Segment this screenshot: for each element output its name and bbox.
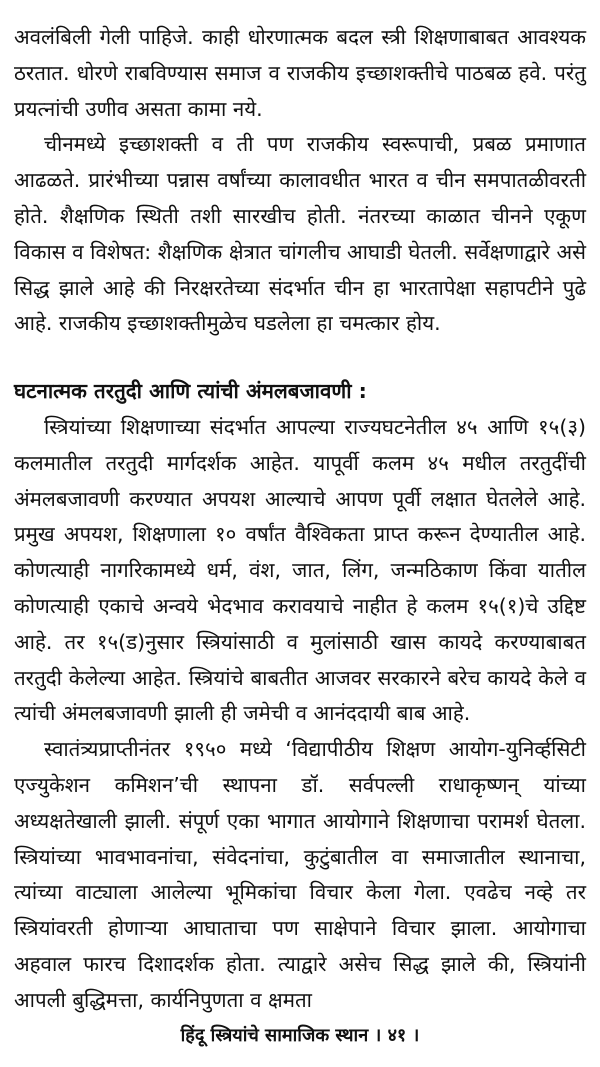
- paragraph-china-comparison: चीनमध्ये इच्छाशक्ती व ती पण राजकीय स्वरूपाची, प्रबळ प्रमाणात आढळते. प्रारंभीच्या पन्नास वर्षांच्या कालावधीत भारत व चीन समपातळीवरती होते. शैक्षणिक स्थिती तशी सारखीच होती. नंतरच्या काळात चीनने एकूण विकास व विशेषत: शैक्षणिक क्षेत्रात चांगलीच आघाडी घेतली. सर्वेक्षणाद्वारे असे सिद्ध झाले आहे की निरक्षरतेच्या संदर्भात चीन हा भारतापेक्षा सहापटीने पुढे आहे. राजकीय इच्छाशक्तीमुळेच घडलेला हा चमत्कार होय.: [14, 132, 586, 336]
- page-footer: हिंदू स्त्रियांचे सामाजिक स्थान । ४१ ।: [180, 1025, 420, 1046]
- paragraph-education-commission: स्वातंत्र्यप्राप्तीनंतर १९५० मध्ये ‘विद्यापीठीय शिक्षण आयोग-युनिर्व्हसिटी एज्युकेशन कमिशन’ची स्थापना डॉ. सर्वपल्ली राधाकृष्णन् यांच्या अध्यक्षतेखाली झाली. संपूर्ण एका भागात आयोगाने शिक्षणाचा परामर्श घेतला. स्त्रियांच्या भावभावनांचा, संवेदनांचा, कुटुंबातील वा समाजातील स्थानाचा, त्यांच्या वाट्याला आलेल्या भूमिकांचा विचार केला गेला. एवढेच नव्हे तर स्त्रियांवरती होणाऱ्या आघाताचा पण साक्षेपाने विचार झाला. आयोगाचा अहवाल फारच दिशादर्शक होता. त्याद्वारे असेच सिद्ध झाले की, स्त्रियांनी आपली बुद्धिमत्ता, कार्यनिपुणता व क्षमता: [14, 737, 586, 1012]
- paragraph-continuation: अवलंबिली गेली पाहिजे. काही धोरणात्मक बदल स्त्री शिक्षणाबाबत आवश्यक ठरतात. धोरणे राबविण्यास समाज व राजकीय इच्छाशक्तीचे पाठबळ हवे. परंतु प्रयत्नांची उणीव असता कामा नये.: [14, 25, 586, 121]
- section-spacer: [14, 342, 586, 374]
- section-heading: घटनात्मक तरतुदी आणि त्यांची अंमलबजावणी :: [14, 379, 367, 404]
- paragraph-constitutional-provisions: स्त्रियांच्या शिक्षणाच्या संदर्भात आपल्या राज्यघटनेतील ४५ आणि १५(३) कलमातील तरतुदी मार्गदर्शक आहेत. यापूर्वी कलम ४५ मधील तरतुदींची अंमलबजावणी करण्यात अपयश आल्याचे आपण पूर्वी लक्षात घेतलेले आहे. प्रमुख अपयश, शिक्षणाला १० वर्षांत वैश्विकता प्राप्त करून देण्यातील आहे. कोणत्याही नागरिकामध्ये धर्म, वंश, जात, लिंग, जन्मठिकाण किंवा यातील कोणत्याही एकाचे अन्वये भेदभाव करावयाचे नाहीत हे कलम १५(१)चे उद्दिष्ट आहे. तर १५(ड)नुसार स्त्रियांसाठी व मुलांसाठी खास कायदे करण्याबाबत तरतुदी केलेल्या आहेत. स्त्रियांचे बाबतीत आजवर सरकारने बरेच कायदे केले व त्यांची अंमलबजावणी झाली ही जमेची व आनंददायी बाब आहे.: [14, 414, 586, 726]
